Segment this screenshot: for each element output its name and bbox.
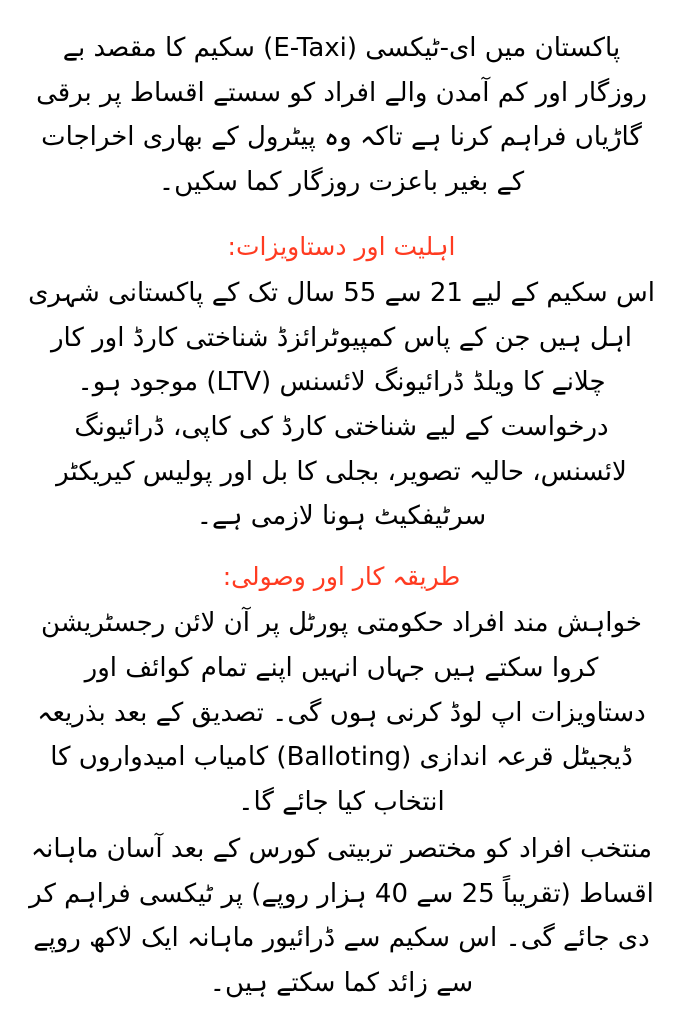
installment-paragraph: منتخب افراد کو مختصر تربیتی کورس کے بعد آسان ماہانہ اقساط (تقریباً 25 سے 40 ہزار روپے) پر ٹیکسی فراہم کر دی جائے گی۔ اس سکیم سے ڈرائیور ماہانہ ایک لاکھ روپے سے زائد کما سکتے ہیں۔ [29, 833, 654, 998]
procedure-paragraph: خواہش مند افراد حکومتی پورٹل پر آن لائن رجسٹریشن کروا سکتے ہیں جہاں انہیں اپنے تمام کوائف اور دستاویزات اپ لوڈ کرنی ہوں گی۔ تصدیق کے بعد بذریعہ ڈیجیٹل قرعہ اندازی (Balloting) کامیاب امیدواروں کا انتخاب کیا جائے گا۔ [37, 608, 646, 818]
procedure-heading: طریقہ کار اور وصولی: [222, 562, 461, 592]
eligibility-paragraph: اس سکیم کے لیے 21 سے 55 سال تک کے پاکستانی شہری اہل ہیں جن کے پاس کمپیوٹرائزڈ شناختی کارڈ اور کار چلانے کا ویلڈ ڈرائیونگ لائسنس (LTV) موجود ہو۔ درخواست کے لیے شناختی کارڈ کی کاپی، ڈرائیونگ لائسنس، حالیہ تصویر، بجلی کا بل اور پولیس کیریکٹر سرٹیفکیٹ ہونا لازمی ہے۔ [28, 277, 655, 532]
spacer [24, 211, 659, 217]
eligibility-heading: اہلیت اور دستاویزات: [227, 231, 456, 261]
spacer [24, 545, 659, 547]
intro-paragraph: پاکستان میں ای-ٹیکسی (E-Taxi) سکیم کا مقصد بے روزگار اور کم آمدن والے افراد کو سستے اقساط پر برقی گاڑیاں فراہم کرنا ہے تاکہ وہ پیٹرول کے بھاری اخراجات کے بغیر باعزت روزگار کما سکیں۔ [36, 33, 647, 198]
